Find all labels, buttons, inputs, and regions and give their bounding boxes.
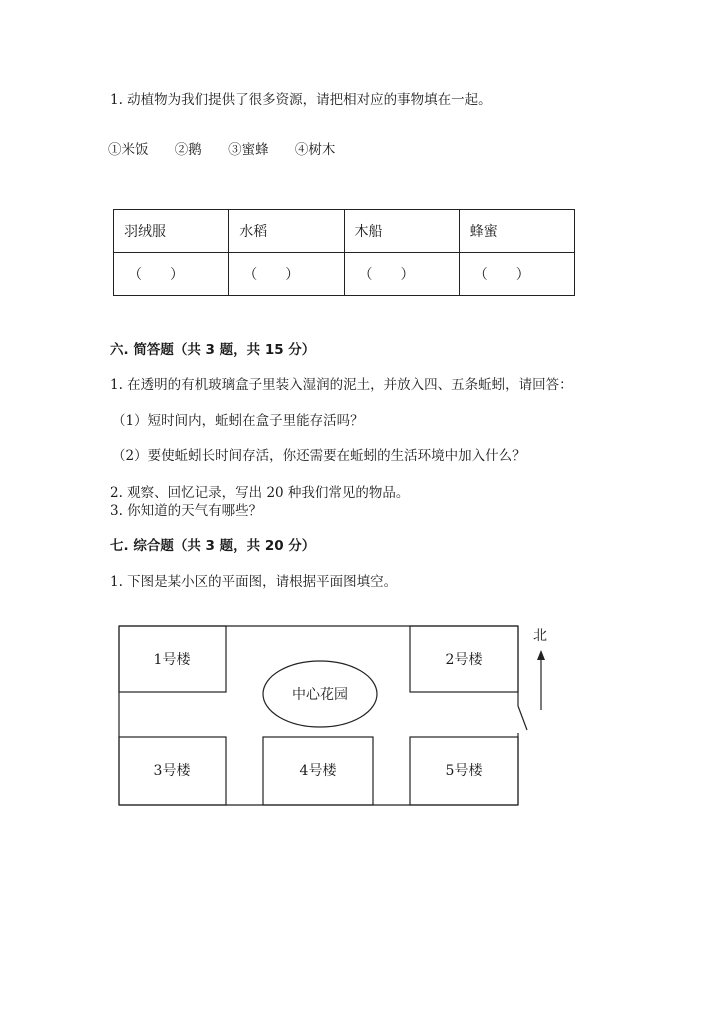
section7-title: 七. 综合题（共 3 题，共 20 分）: [110, 538, 316, 554]
building-4-label: 4号楼: [299, 763, 337, 779]
q1-prompt: 1. 动植物为我们提供了很多资源，请把相对应的事物填在一起。: [110, 92, 492, 108]
table-header-cell: 羽绒服: [114, 210, 229, 253]
section6-title: 六. 简答题（共 3 题，共 15 分）: [110, 342, 316, 358]
table-header-cell: 木船: [344, 210, 459, 253]
building-5-label: 5号楼: [445, 763, 483, 779]
building-3-label: 3号楼: [153, 763, 191, 779]
building-2-label: 2号楼: [445, 652, 483, 668]
option-2: ②鹅: [174, 142, 202, 158]
section6-q1: 1. 在透明的有机玻璃盒子里装入湿润的泥土，并放入四、五条蚯蚓，请回答：: [110, 377, 573, 393]
table-header-cell: 水稻: [229, 210, 344, 253]
plan-gate: [518, 706, 527, 730]
central-garden-label: 中心花园: [292, 687, 348, 703]
section7-q1: 1. 下图是某小区的平面图，请根据平面图填空。: [110, 574, 398, 590]
north-arrow-icon: [537, 650, 545, 660]
section6-q2: 2. 观察、回忆记录，写出 20 种我们常见的物品。: [110, 485, 410, 501]
section6-q1-sub2: （2）要使蚯蚓长时间存活，你还需要在蚯蚓的生活环境中加入什么？: [112, 448, 526, 464]
section6-q1-sub1: （1）短时间内，蚯蚓在盒子里能存活吗？: [112, 413, 364, 429]
option-3: ③蜜蜂: [228, 142, 269, 158]
answer-blank[interactable]: （ ）: [229, 253, 344, 296]
option-1: ①米饭: [108, 142, 149, 158]
answer-blank[interactable]: （ ）: [114, 253, 229, 296]
building-1-label: 1号楼: [153, 652, 191, 668]
north-label: 北: [533, 628, 547, 644]
table-header-cell: 蜂蜜: [459, 210, 574, 253]
section6-q3: 3. 你知道的天气有哪些？: [110, 503, 263, 519]
option-4: ④树木: [294, 142, 336, 158]
answer-blank[interactable]: （ ）: [344, 253, 459, 296]
answer-blank[interactable]: （ ）: [459, 253, 574, 296]
